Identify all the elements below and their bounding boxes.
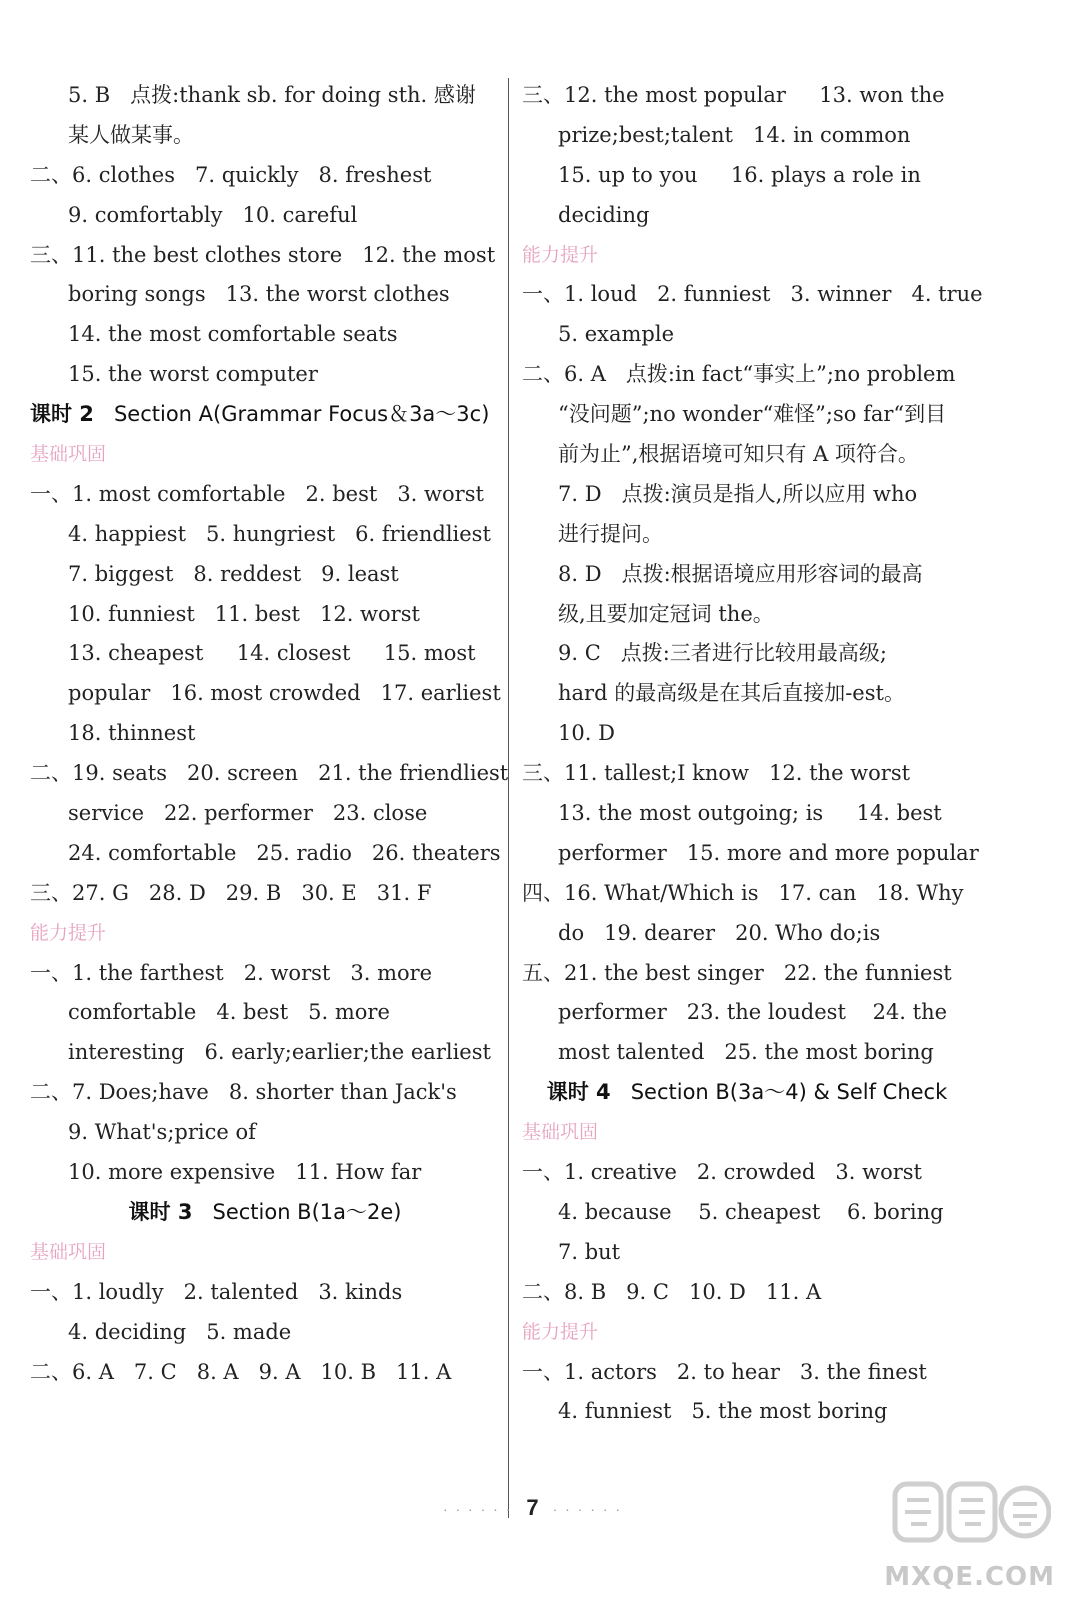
answer-line: boring songs 13. the worst clothes	[68, 282, 450, 307]
answer-line: 二、6. A 点拨:in fact“事实上”;no problem	[522, 362, 956, 387]
watermark-logo-icon	[891, 1478, 1051, 1548]
answer-line: 4. funniest 5. the most boring	[558, 1399, 888, 1424]
answer-line: 4. because 5. cheapest 6. boring	[558, 1199, 944, 1224]
answer-line: 进行提问。	[558, 521, 663, 546]
lesson-title: Section B(3a～4) & Self Check	[630, 1080, 948, 1105]
lesson-title: Section B(1a～2e)	[212, 1199, 402, 1224]
answer-line: 前为止”,根据语境可知只有 A 项符合。	[558, 442, 919, 467]
answer-line: performer 23. the loudest 24. the	[558, 1000, 948, 1025]
answer-line: 10. D	[558, 721, 615, 746]
answer-line: 13. the most outgoing; is 14. best	[558, 801, 942, 826]
answer-line: 一、1. loud 2. funniest 3. winner 4. true	[522, 282, 983, 307]
answer-line: “没问题”;no wonder“难怪”;so far“到目	[558, 402, 947, 427]
answer-line: 一、1. the farthest 2. worst 3. more	[30, 960, 433, 985]
lesson-label: 课时 4	[546, 1080, 611, 1105]
section-subheading: 能力提升	[522, 1320, 599, 1343]
lesson-title: Section A(Grammar Focus＆3a～3c)	[113, 402, 490, 427]
page-number: 7	[526, 1495, 539, 1520]
answer-line: 10. funniest 11. best 12. worst	[68, 601, 420, 626]
answer-line: comfortable 4. best 5. more	[68, 1000, 390, 1025]
answer-line: 4. happiest 5. hungriest 6. friendliest	[68, 521, 491, 546]
answer-line: 一、1. actors 2. to hear 3. the finest	[522, 1359, 927, 1384]
answer-line: 二、7. Does;have 8. shorter than Jack's	[30, 1080, 457, 1105]
answer-line: 15. up to you 16. plays a role in	[558, 162, 921, 187]
lesson-heading	[522, 1073, 972, 1113]
column-divider	[508, 78, 509, 1518]
answer-line: 8. D 点拨:根据语境应用形容词的最高	[558, 561, 923, 586]
answer-line: 4. deciding 5. made	[68, 1319, 292, 1344]
section-subheading: 能力提升	[522, 243, 599, 266]
answer-line: do 19. dearer 20. Who do;is	[558, 920, 881, 945]
right-column	[522, 76, 983, 1432]
answer-line: 一、1. most comfortable 2. best 3. worst	[30, 481, 484, 506]
answer-line: most talented 25. the most boring	[558, 1040, 934, 1065]
answer-line: 四、16. What/Which is 17. can 18. Why	[522, 880, 964, 905]
answer-line: 一、1. creative 2. crowded 3. worst	[522, 1160, 922, 1185]
answer-line: 5. B 点拨:thank sb. for doing sth. 感谢	[68, 83, 476, 107]
answer-line: 18. thinnest	[68, 721, 196, 746]
answer-line: 10. more expensive 11. How far	[68, 1160, 422, 1185]
section-subheading: 基础巩固	[522, 1121, 599, 1144]
answer-line: 二、6. clothes 7. quickly 8. freshest	[30, 162, 432, 187]
answer-line: deciding	[558, 202, 650, 227]
answer-line: 9. What's;price of	[68, 1120, 256, 1145]
answer-line: popular 16. most crowded 17. earliest	[68, 681, 501, 706]
answer-line: 9. C 点拨:三者进行比较用最高级;	[558, 641, 887, 666]
answer-line: 二、19. seats 20. screen 21. the friendliest	[30, 761, 509, 786]
lesson-heading	[30, 1193, 500, 1233]
answer-line: interesting 6. early;earlier;the earliest	[68, 1040, 491, 1065]
answer-line: hard 的最高级是在其后直接加-est。	[558, 681, 905, 706]
lesson-heading	[30, 395, 500, 435]
answer-line: 7. but	[558, 1239, 621, 1264]
answer-line: 某人做某事。	[68, 122, 194, 147]
answer-line: 13. cheapest 14. closest 15. most	[68, 641, 476, 666]
answer-line: 5. example	[558, 322, 675, 347]
left-column	[30, 76, 509, 1392]
watermark	[869, 1478, 1059, 1596]
answer-line: performer 15. more and more popular	[558, 840, 979, 865]
answer-line: 14. the most comfortable seats	[68, 322, 398, 347]
answer-line: 三、12. the most popular 13. won the	[522, 83, 945, 107]
watermark-url: MXQE.COM	[884, 1562, 1055, 1592]
lesson-label: 课时 3	[128, 1199, 193, 1224]
answer-line: prize;best;talent 14. in common	[558, 122, 911, 147]
lesson-label: 课时 2	[30, 402, 94, 427]
answer-line: 五、21. the best singer 22. the funniest	[522, 960, 952, 985]
answer-line: 级,且要加定冠词 the。	[558, 601, 774, 626]
answer-line: service 22. performer 23. close	[68, 801, 428, 826]
footer-dots-left: · · · · · ·	[442, 1501, 513, 1518]
answer-line: 三、11. tallest;I know 12. the worst	[522, 761, 911, 786]
answer-line: 24. comfortable 25. radio 26. theaters	[68, 840, 501, 865]
answer-line: 二、8. B 9. C 10. D 11. A	[522, 1279, 822, 1304]
answer-line: 三、27. G 28. D 29. B 30. E 31. F	[30, 880, 432, 905]
section-subheading: 基础巩固	[30, 1240, 107, 1263]
answer-line: 三、11. the best clothes store 12. the most	[30, 242, 496, 267]
answer-line: 15. the worst computer	[68, 362, 318, 387]
answer-line: 一、1. loudly 2. talented 3. kinds	[30, 1279, 403, 1304]
answer-line: 二、6. A 7. C 8. A 9. A 10. B 11. A	[30, 1359, 452, 1384]
footer-dots-right: · · · · · ·	[552, 1501, 623, 1518]
answer-line: 9. comfortably 10. careful	[68, 202, 358, 227]
answer-line: 7. D 点拨:演员是指人,所以应用 who	[558, 481, 918, 506]
answer-line: 7. biggest 8. reddest 9. least	[68, 561, 399, 586]
section-subheading: 能力提升	[30, 921, 107, 944]
section-subheading: 基础巩固	[30, 443, 107, 466]
